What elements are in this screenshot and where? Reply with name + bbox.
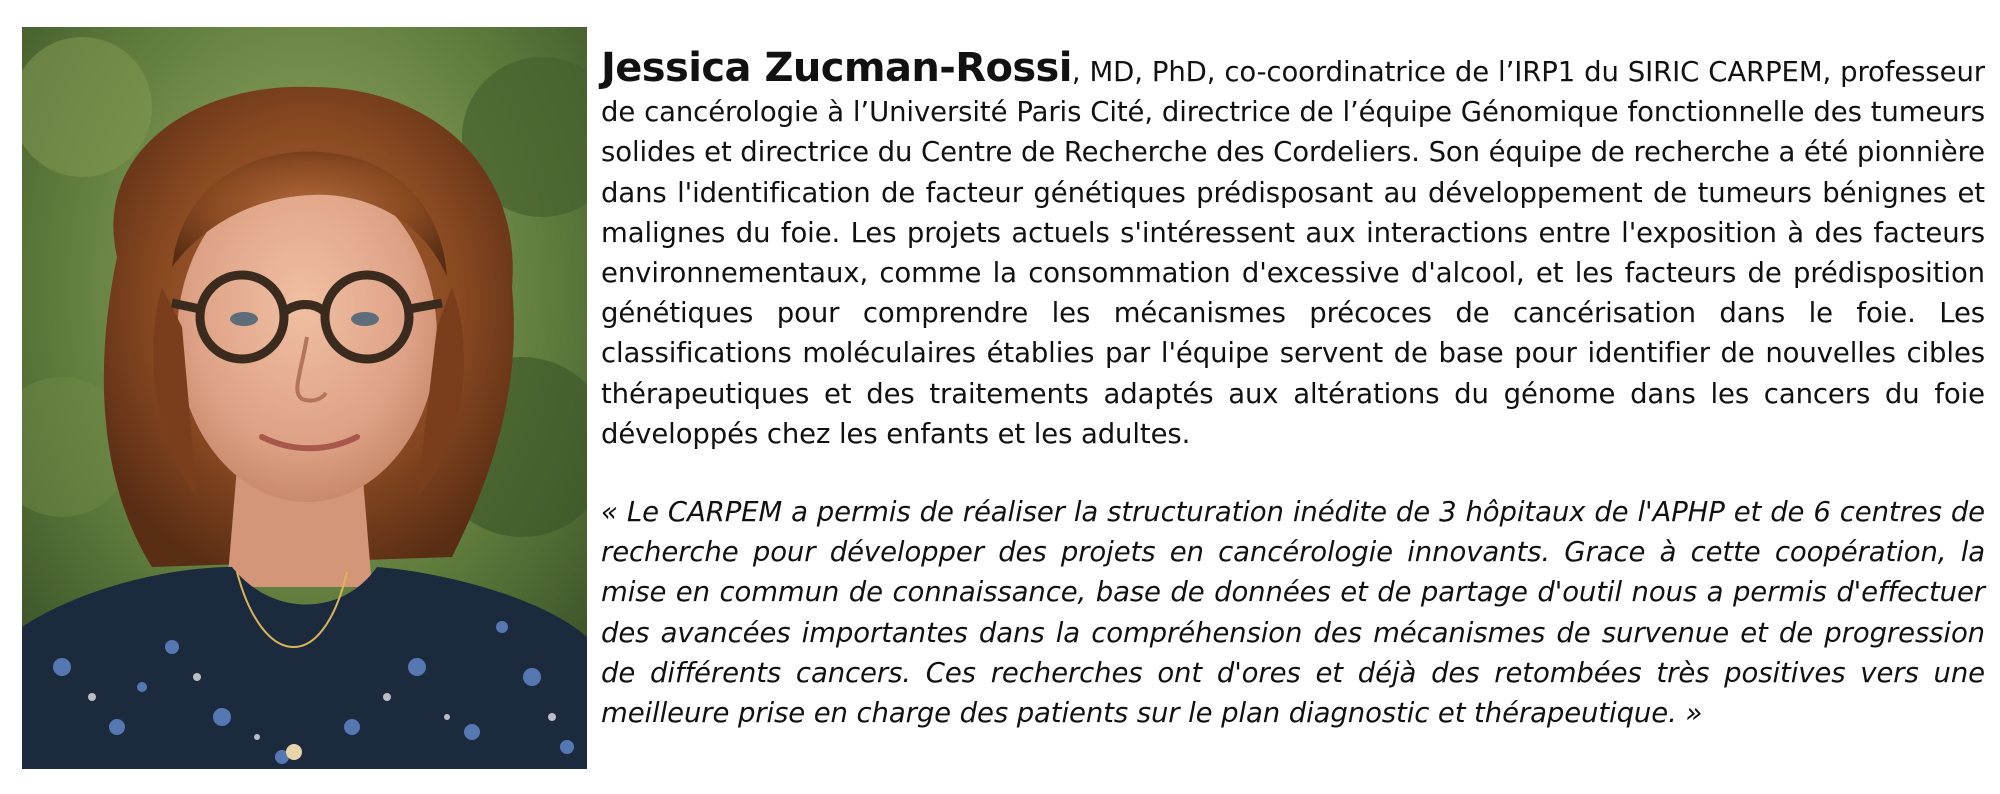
bio-text: , MD, PhD, co-coordinatrice de l’IRP1 du SIRIC CARPEM, professeur de cancérologie à l’Université Paris Cité, directrice de l’équipe Génomique fonctionnelle des tumeurs solides et directrice du Centre de Recherche des Cordeliers. Son équipe de recherche a été pionnière dans l'identification de facteur génétiques prédisposant au développement de tumeurs bénignes et malignes du foie. Les projets actuels s'intéressent aux interactions entre l'exposition à des facteurs environnementaux, comme la consommation d'excessive d'alcool, et les facteurs de prédisposition génétiques pour comprendre les mécanismes précoces de cancérisation dans le foie. Les classifications moléculaires établies par l'équipe servent de base pour identifier de nouvelles cibles thérapeutiques et des traitements adaptés aux altérations du génome dans les cancers du foie développés chez les enfants et les adultes. [601, 56, 1985, 450]
bio-paragraph [601, 45, 1985, 454]
portrait-photo [22, 27, 587, 769]
profile-text [601, 45, 1985, 733]
quote-paragraph: « Le CARPEM a permis de réaliser la structuration inédite de 3 hôpitaux de l'APHP et de 6 centres de recherche pour développer des projets en cancérologie innovants. Grace à cette coopération, la mise en commun de connaissance, base de données et de partage d'outil nous a permis d'effectuer des avancées importantes dans la compréhension des mécanismes de survenue et de progression de différents cancers. Ces recherches ont d'ores et déjà des retombées très positives vers une meilleure prise en charge des patients sur le plan diagnostic et thérapeutique. » [601, 496, 1985, 730]
person-name: Jessica Zucman-Rossi [601, 45, 1072, 91]
